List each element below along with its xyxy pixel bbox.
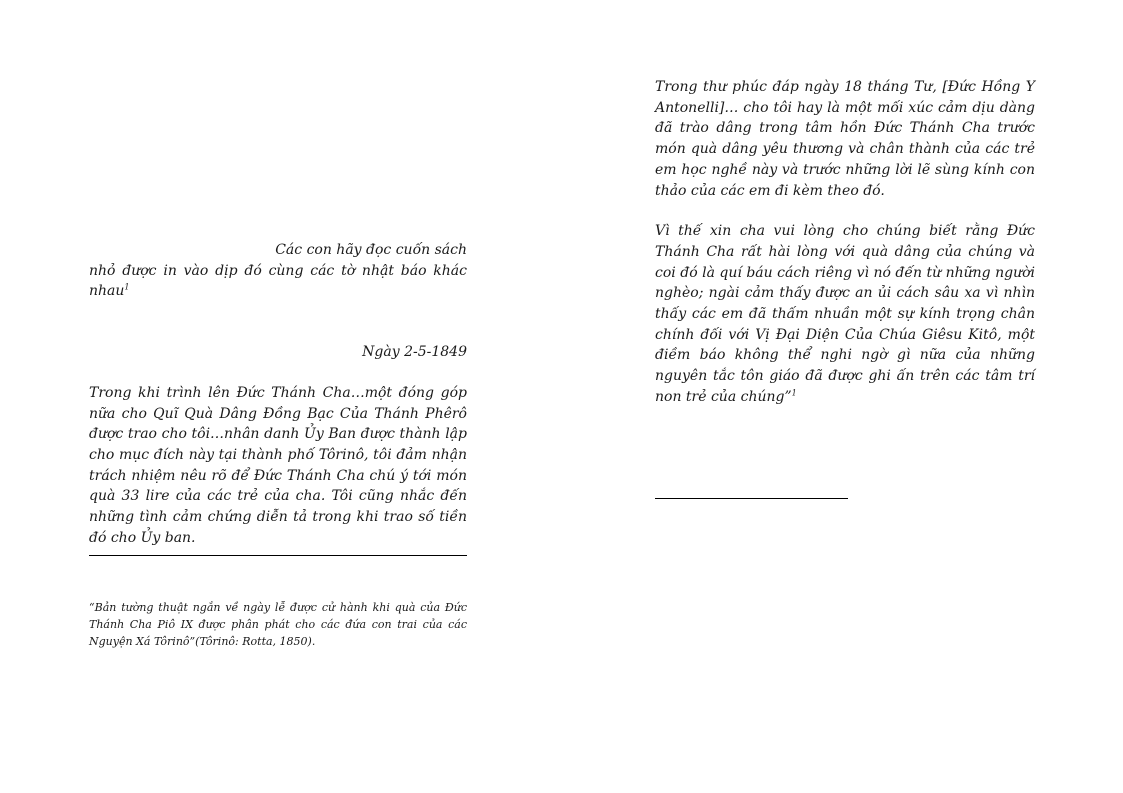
- reply-paragraph-1: Trong thư phúc đáp ngày 18 tháng Tư, [Đức Hồng Y Antonelli]… cho tôi hay là một mối xúc cảm dịu dàng đã trào dâng trong tâm hồn Đức Thánh Cha trước món quà dâng yêu thương và chân thành của các trẻ em học nghề này và trước những lời lẽ sùng kính con thảo của các em đi kèm theo đó.: [655, 79, 1035, 199]
- letter-body: Trong khi trình lên Đức Thánh Cha…một đóng góp nữa cho Quĩ Quà Dâng Đồng Bạc Của Thánh Phêrô được trao cho tôi…nhân danh Ủy Ban được thành lập cho mục đích này tại thành phố Tôrinô, tôi đảm nhận trách nhiệm nêu rõ để Đức Thánh Cha chú ý tới món quà 33 lire của các trẻ của cha. Tôi cũng nhắc đến những tình cảm chứng diễn tả trong khi trao số tiền đó cho Ủy ban.: [89, 384, 467, 546]
- letter-date: Ngày 2-5-1849: [362, 344, 467, 361]
- footnote-divider-right: [655, 498, 848, 499]
- intro-first-line: Các con hãy đọc cuốn sách: [275, 242, 467, 258]
- footnote-divider-left: [89, 555, 467, 556]
- intro-footnote-mark: 1: [124, 282, 130, 292]
- right-page-text: [655, 77, 1035, 408]
- reply-paragraph-2-text: Vì thế xin cha vui lòng cho chúng biết rằng Đức Thánh Cha rất hài lòng với quà dâng của chúng và coi đó là quí báu cách riêng vì nó đến từ những người nghèo; ngài cảm thấy được an ủi cách sâu xa vì nhìn thấy các em đã thấm nhuần một sự kính trọng chân chính đối với Vị Đại Diện Của Chúa Giêsu Kitô, một điềm báo không thể nghi ngờ gì nữa của những nguyên tắc tôn giáo đã được ghi ấn trên các tâm trí non trẻ của chúng”: [655, 223, 1035, 405]
- reply-footnote-mark: 1: [791, 388, 797, 398]
- left-page-text: [89, 240, 467, 548]
- reply-paragraph-2: [655, 221, 1035, 407]
- footnote-text: “Bản tường thuật ngắn về ngày lễ được cử hành khi quà của Đức Thánh Cha Piô IX được phân phát cho các đứa con trai của các Nguyện Xá Tôrinô”(Tôrinô: Rotta, 1850).: [89, 601, 467, 648]
- intro-text: [89, 261, 467, 302]
- intro-rest: nhỏ được in vào dịp đó cùng các tờ nhật báo khác nhau: [89, 262, 467, 300]
